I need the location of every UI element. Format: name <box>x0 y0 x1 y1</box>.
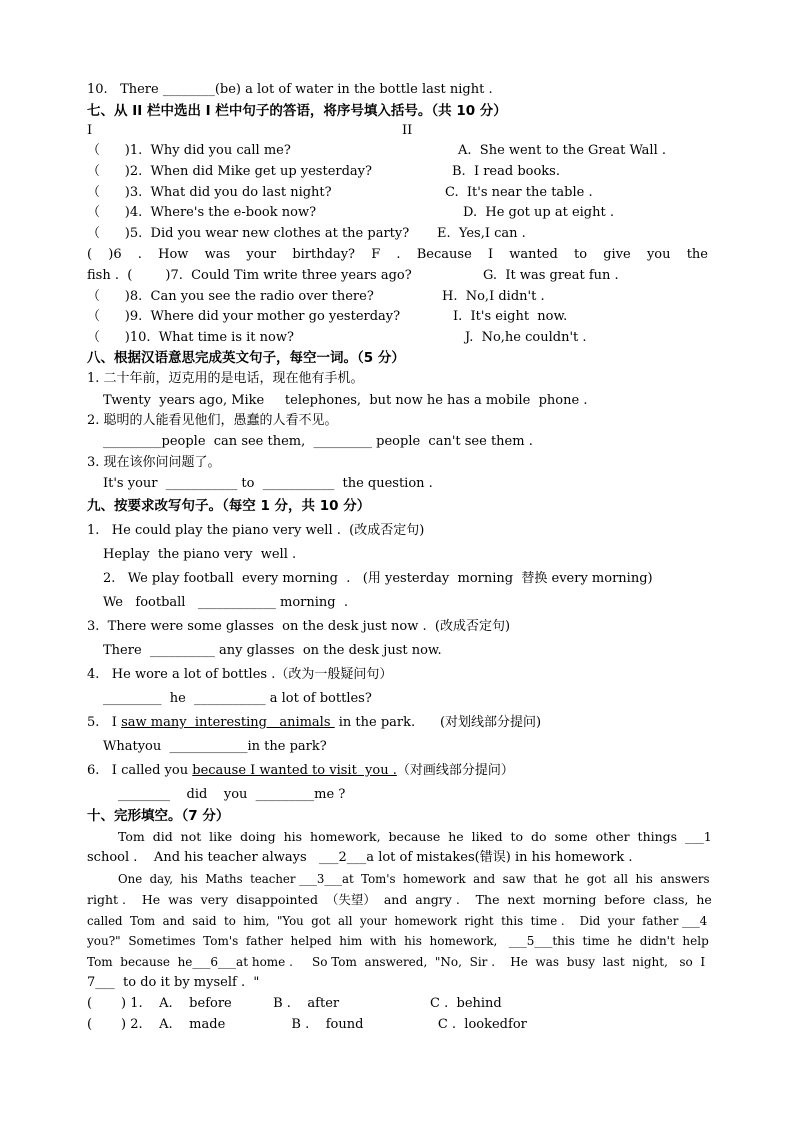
rewrite-5-underlined: saw many interesting animals <box>121 715 335 730</box>
rewrite-2: 2. We play football every morning . (用 yesterday morning 替换 every morning) <box>103 571 653 586</box>
match-answer-g: G. It was great fun . <box>483 268 619 283</box>
rewrite-3-answer: There __________ any glasses on the desk just now. <box>103 643 442 658</box>
rewrite-5 <box>87 715 708 731</box>
match-question-3: （ )3. What did you do last night? <box>87 185 332 200</box>
rewrite-5-lead: 5. I <box>87 715 122 730</box>
match-answer-e: E. Yes,I can . <box>437 226 526 241</box>
translate-2-chinese: 2. 聪明的人能看见他们，愚蠢的人看不见。 <box>87 413 338 428</box>
section-9-heading: 九、按要求改写句子。（每空 1 分，共 10 分） <box>87 498 371 514</box>
rewrite-1-answer: Heplay the piano very well . <box>103 547 297 562</box>
rewrite-6-answer: ________ did you _________me ? <box>118 787 346 802</box>
match-question-10: （ )10. What time is it now? <box>87 330 294 345</box>
cloze-paragraph-2-line-5: Tom because he___6___at home . So Tom answered, "No, Sir . He was busy last night, so I <box>87 955 706 969</box>
match-question-7: fish . ( )7. Could Tim write three years ago? <box>87 268 412 283</box>
match-question-9: （ )9. Where did your mother go yesterday? <box>87 309 401 324</box>
rewrite-5-tail: in the park. (对划线部分提问) <box>334 715 542 730</box>
match-answer-h: H. No,I didn't . <box>442 289 545 304</box>
match-question-5: （ )5. Did you wear new clothes at the party? <box>87 226 410 241</box>
match-answer-c: C. It's near the table . <box>445 185 593 200</box>
cloze-paragraph-2-line-2: right . He was very disappointed （失望） and angry . The next morning before class, he <box>87 892 712 907</box>
match-question-4: （ )4. Where's the e-book now? <box>87 205 317 220</box>
match-question-1: （ )1. Why did you call me? <box>87 143 291 158</box>
match-question-2: （ )2. When did Mike get up yesterday? <box>87 164 372 179</box>
cloze-paragraph-2-line-3: called Tom and said to him, "You got all your homework right this time . Did your father ___4 <box>87 914 708 928</box>
rewrite-2-answer: We football ____________ morning . <box>103 595 348 610</box>
match-answer-i: I. It's eight now. <box>453 309 568 324</box>
match-answer-a: A. She went to the Great Wall . <box>458 143 667 158</box>
match-answer-b: B. I read books. <box>452 164 560 179</box>
rewrite-6-underlined: because I wanted to visit you . <box>192 763 397 778</box>
section-10-heading: 十、完形填空。（7 分） <box>87 808 230 824</box>
cloze-choice-2: ( ) 2. A. made B . found C . lookedfor <box>87 1017 527 1032</box>
cloze-paragraph-1-line-2: school . And his teacher always ___2___a lot of mistakes(错误) in his homework . <box>87 850 633 865</box>
rewrite-6-lead: 6. I called you <box>87 763 193 778</box>
fill-blank-q10: 10. There ________(be) a lot of water in the bottle last night . <box>87 82 493 97</box>
translate-1-chinese: 1. 二十年前，迈克用的是电话，现在他有手机。 <box>87 371 364 386</box>
translate-2-english: _________people can see them, _________ people can't see them . <box>103 434 533 449</box>
section-8-heading: 八、根据汉语意思完成英文句子，每空一词。（5 分） <box>87 350 405 366</box>
cloze-paragraph-1-line-1: Tom did not like doing his homework, because he liked to do some other things ___1 <box>118 829 712 844</box>
match-answer-j: J. No,he couldn't . <box>465 330 587 345</box>
column-ii-label: II <box>402 123 413 138</box>
rewrite-1: 1. He could play the piano very well . (改成否定句) <box>87 523 425 538</box>
match-question-8: （ )8. Can you see the radio over there? <box>87 289 374 304</box>
cloze-paragraph-2-line-4: you?" Sometimes Tom's father helped him with his homework, ___5___this time he didn't help <box>87 934 709 948</box>
translate-1-english: Twenty years ago, Mike telephones, but now he has a mobile phone . <box>103 393 588 408</box>
match-question-6: ( )6 . How was your birthday? F . Because I wanted to give you the <box>87 247 708 262</box>
column-i-label: I <box>87 123 93 138</box>
cloze-choice-1: ( ) 1. A. before B . after C . behind <box>87 996 502 1011</box>
cloze-paragraph-2-line-1: One day, his Maths teacher ___3___at Tom's homework and saw that he got all his answers <box>118 872 710 886</box>
translate-3-english: It's your ___________ to ___________ the question . <box>103 476 433 491</box>
rewrite-3: 3. There were some glasses on the desk just now . (改成否定句) <box>87 619 511 634</box>
rewrite-6 <box>87 763 708 779</box>
match-answer-d: D. He got up at eight . <box>463 205 614 220</box>
rewrite-5-answer: Whatyou ____________in the park? <box>103 739 327 754</box>
rewrite-4: 4. He wore a lot of bottles .（改为一般疑问句） <box>87 667 393 682</box>
rewrite-4-answer: _________ he ___________ a lot of bottles? <box>103 691 372 706</box>
rewrite-6-tail: （对画线部分提问） <box>396 763 514 778</box>
cloze-paragraph-2-line-6: 7___ to do it by myself . " <box>87 975 260 990</box>
translate-3-chinese: 3. 现在该你问问题了。 <box>87 455 221 470</box>
section-7-heading: 七、从 II 栏中选出 I 栏中句子的答语，将序号填入括号。（共 10 分） <box>87 103 507 119</box>
